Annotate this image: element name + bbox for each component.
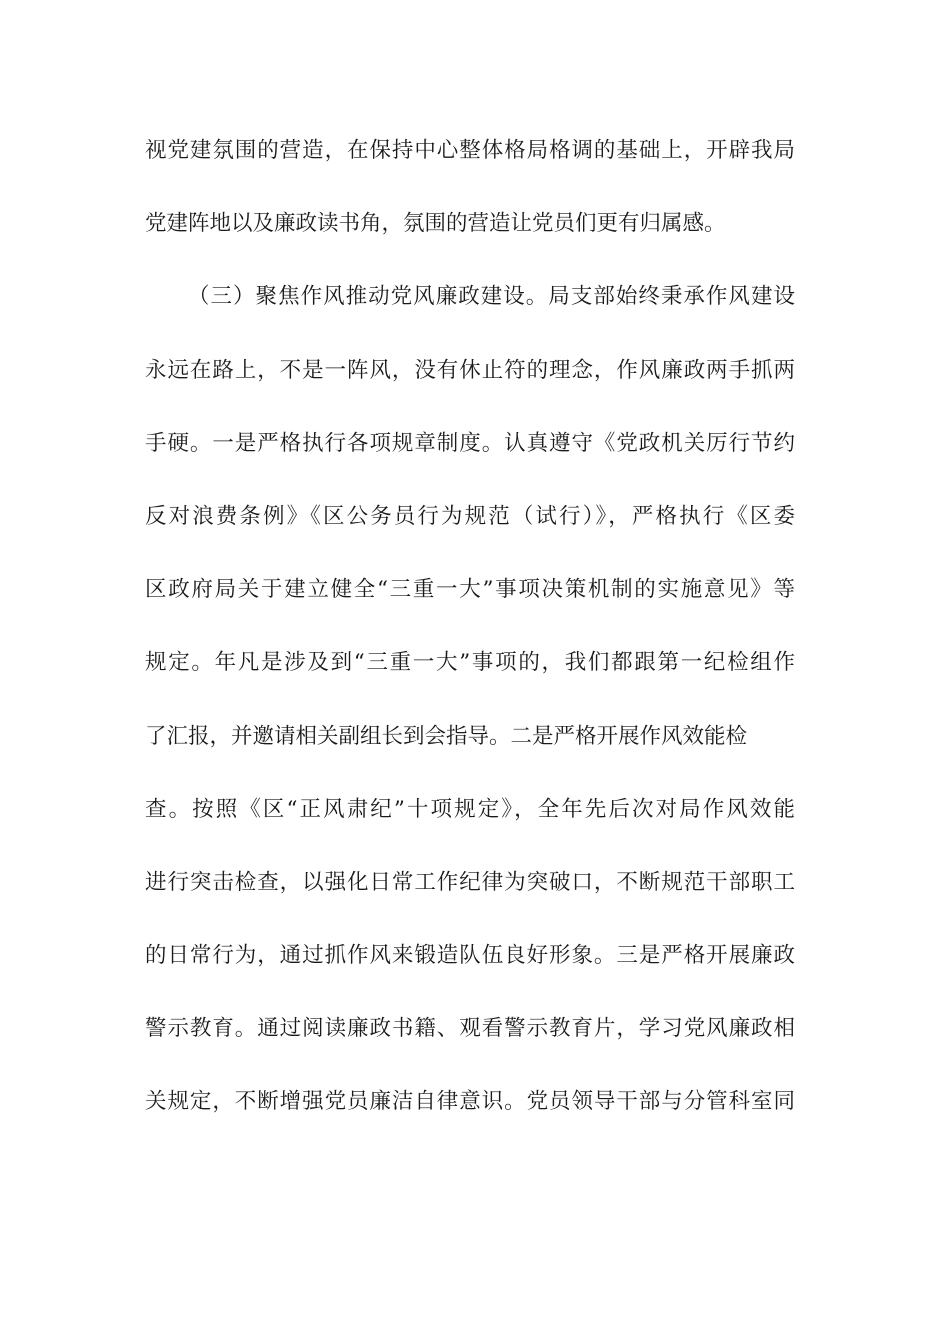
text-line: 区政府局关于建立健全“三重一大”事项决策机制的实施意见》等: [145, 577, 795, 603]
text-line: 规定。年凡是涉及到“三重一大”事项的，我们都跟第一纪检组作: [145, 650, 795, 676]
text-line: 关规定，不断增强党员廉洁自律意识。党员领导干部与分管科室同: [145, 1089, 795, 1115]
text-line: 党建阵地以及廉政读书角，氛围的营造让党员们更有归属感。: [145, 211, 726, 237]
text-line: 反对浪费条例》《区公务员行为规范（试行）》，严格执行《区委: [145, 503, 795, 529]
text-line: 视党建氛围的营造，在保持中心整体格局格调的基础上，开辟我局: [145, 138, 795, 163]
text-line: 警示教育。通过阅读廉政书籍、观看警示教育片，学习党风廉政相: [145, 1016, 795, 1042]
text-line: 了汇报，并邀请相关副组长到会指导。二是严格开展作风效能检: [145, 723, 748, 749]
text-line: 永远在路上，不是一阵风，没有休止符的理念，作风廉政两手抓两: [145, 357, 795, 383]
text-line: 进行突击检查，以强化日常工作纪律为突破口，不断规范干部职工: [145, 869, 795, 895]
text-line: 查。按照《区“正风肃纪”十项规定》，全年先后次对局作风效能: [145, 796, 795, 822]
text-line: 手硬。一是严格执行各项规章制度。认真遵守《党政机关厉行节约: [145, 430, 795, 456]
section-heading-line: （三）聚焦作风推动党风廉政建设。局支部始终秉承作风建设: [188, 284, 795, 310]
body-text: [145, 127, 795, 1152]
text-line: 的日常行为，通过抓作风来锻造队伍良好形象。三是严格开展廉政: [145, 943, 795, 969]
